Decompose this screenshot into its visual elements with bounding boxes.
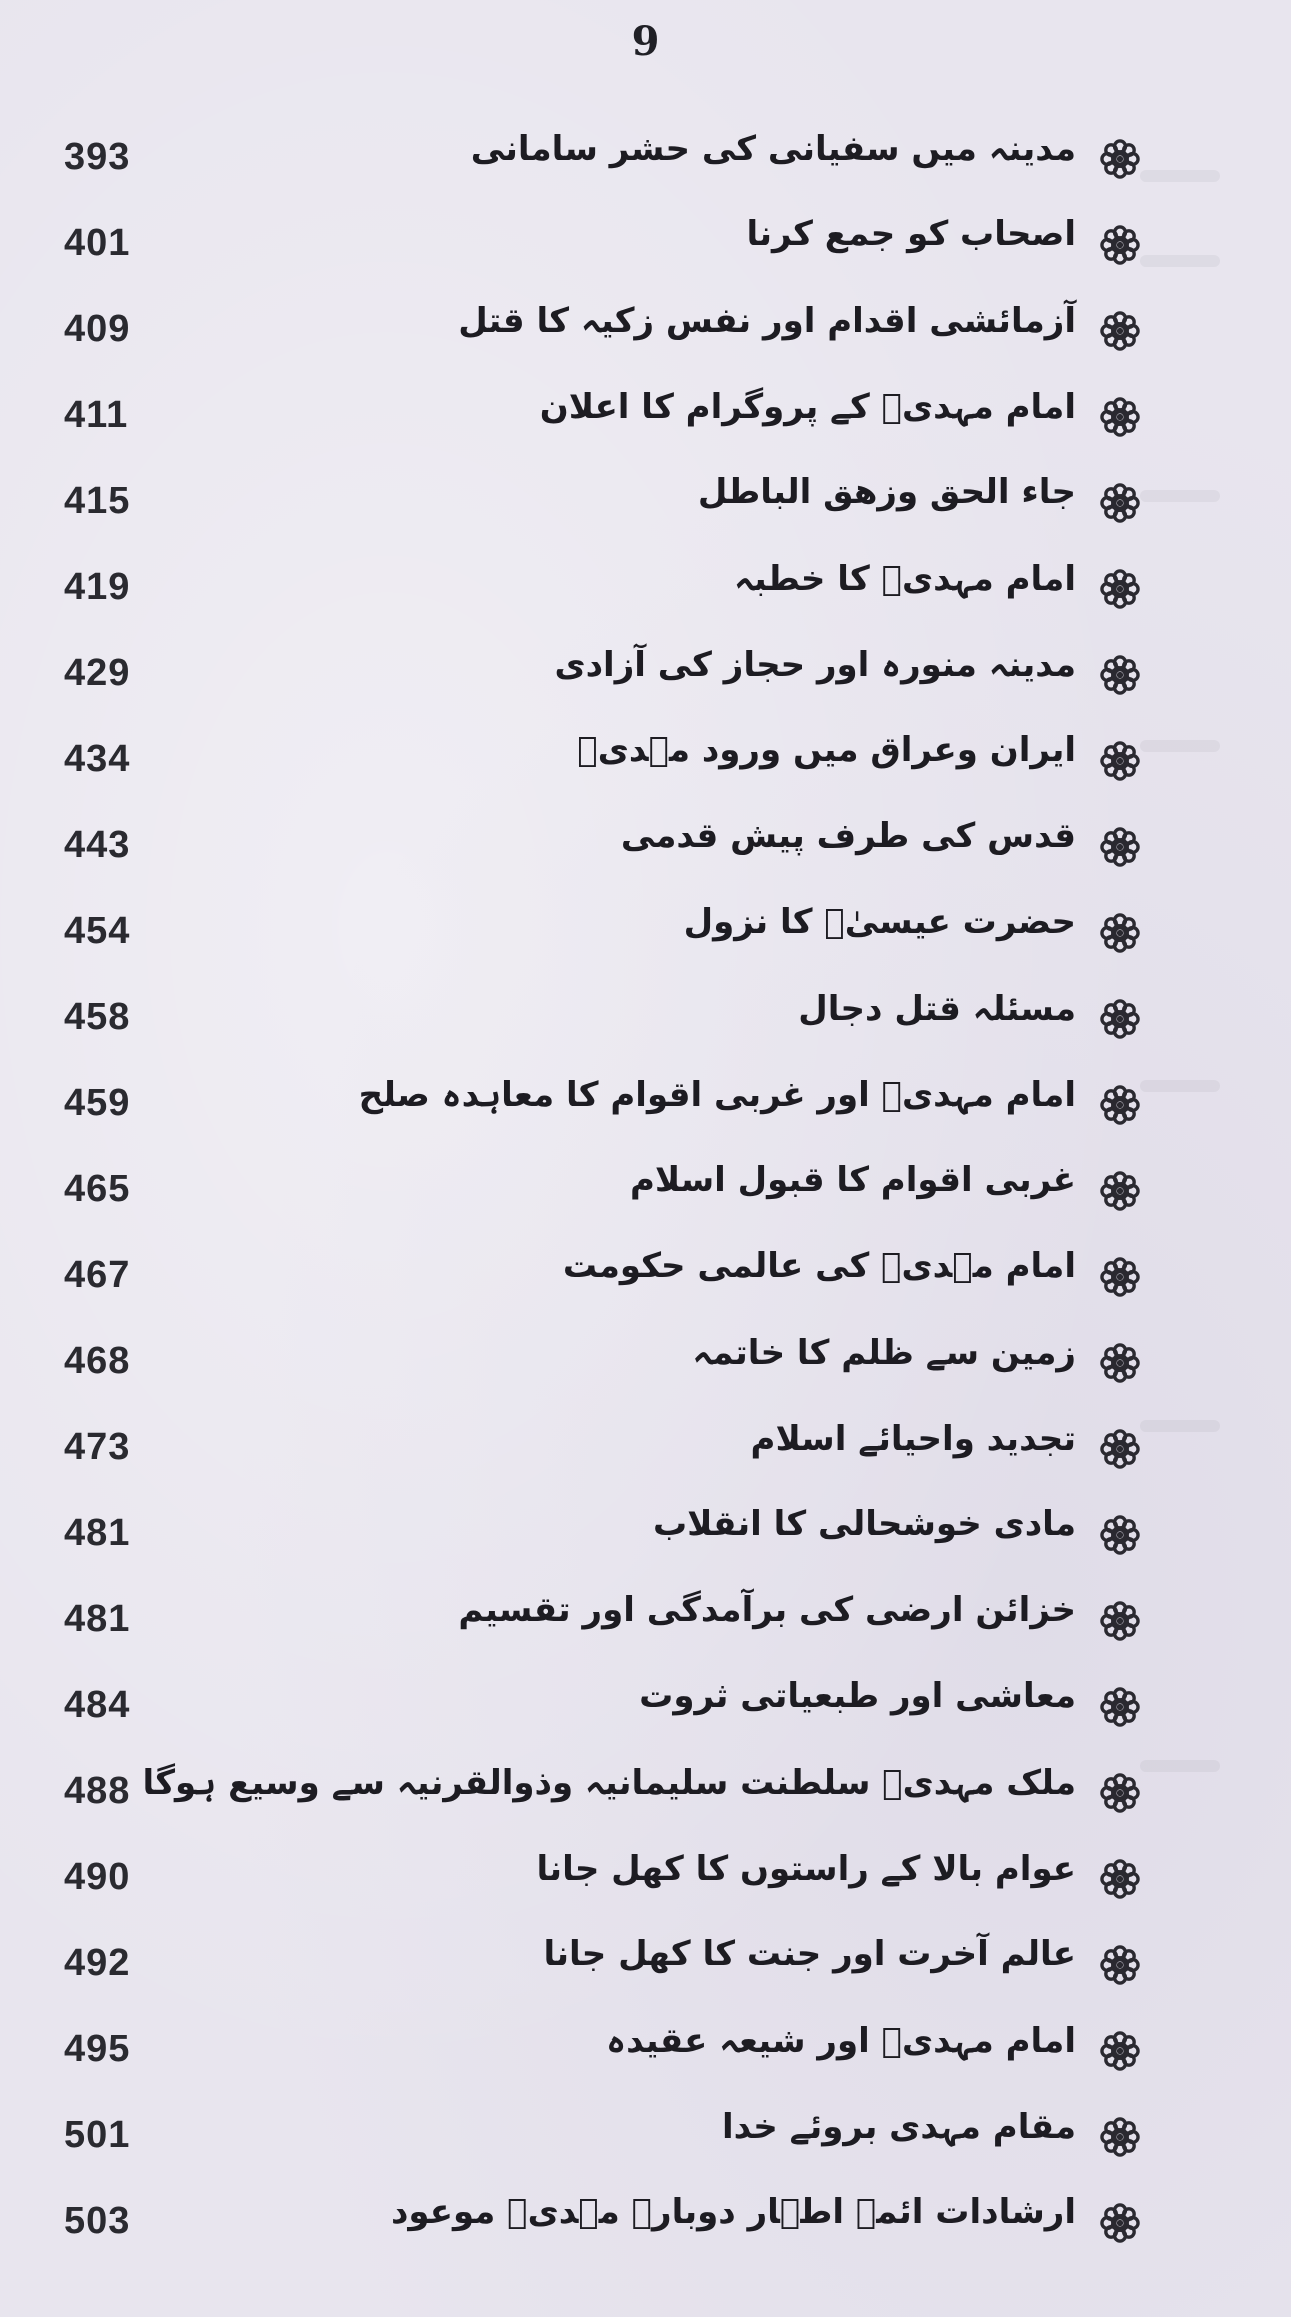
entry-page-number: 459: [64, 1082, 131, 1124]
toc-entry[interactable]: [0, 646, 1291, 732]
flower-ornament-icon: [1099, 2030, 1141, 2072]
flower-ornament-icon: [1099, 740, 1141, 782]
toc-entry[interactable]: [0, 2194, 1291, 2280]
flower-ornament-icon: [1099, 224, 1141, 266]
entry-page-number: 481: [64, 1512, 131, 1554]
entry-title: خزائن ارضی کی برآمدگی اور تقسیم: [458, 1590, 1076, 1630]
flower-ornament-icon: [1099, 654, 1141, 696]
entry-title: امام مہدیؑ کی عالمی حکومت: [562, 1246, 1076, 1286]
flower-ornament-icon: [1099, 998, 1141, 1040]
entry-title: زمین سے ظلم کا خاتمہ: [692, 1333, 1076, 1373]
toc-entry[interactable]: [0, 2108, 1291, 2194]
entry-title: مقام مہدی بروئے خدا: [721, 2107, 1076, 2147]
toc-entry[interactable]: [0, 1764, 1291, 1850]
toc-entry[interactable]: [0, 818, 1291, 904]
table-of-contents: [0, 130, 1291, 2280]
entry-title: مدینہ منورہ اور حجاز کی آزادی: [554, 645, 1076, 685]
toc-entry[interactable]: [0, 904, 1291, 990]
entry-page-number: 411: [64, 394, 129, 436]
entry-page-number: 488: [64, 1770, 131, 1812]
entry-page-number: 481: [64, 1598, 131, 1640]
entry-title: معاشی اور طبعیاتی ثروت: [639, 1676, 1076, 1716]
flower-ornament-icon: [1099, 1600, 1141, 1642]
flower-ornament-icon: [1099, 2116, 1141, 2158]
flower-ornament-icon: [1099, 1170, 1141, 1212]
entry-page-number: 484: [64, 1684, 131, 1726]
toc-entry[interactable]: [0, 1248, 1291, 1334]
entry-title: ایران وعراق میں ورود مہدیؑ: [577, 730, 1076, 770]
toc-entry[interactable]: [0, 1506, 1291, 1592]
entry-page-number: 409: [64, 308, 131, 350]
entry-title: مادی خوشحالی کا انقلاب: [652, 1504, 1076, 1544]
entry-page-number: 492: [64, 1942, 131, 1984]
toc-entry[interactable]: [0, 1076, 1291, 1162]
entry-title: مدینہ میں سفیانی کی حشر سامانی: [470, 129, 1076, 169]
toc-entry[interactable]: [0, 560, 1291, 646]
entry-page-number: 473: [64, 1426, 131, 1468]
entry-page-number: 454: [64, 910, 131, 952]
flower-ornament-icon: [1099, 2202, 1141, 2244]
entry-page-number: 401: [64, 222, 131, 264]
entry-title: امام مہدیؑ کے پروگرام کا اعلان: [539, 387, 1076, 427]
flower-ornament-icon: [1099, 912, 1141, 954]
toc-entry[interactable]: [0, 1936, 1291, 2022]
entry-page-number: 419: [64, 566, 131, 608]
entry-title: مسئلہ قتل دجال: [798, 989, 1076, 1029]
toc-entry[interactable]: [0, 1678, 1291, 1764]
flower-ornament-icon: [1099, 568, 1141, 610]
entry-title: ملک مہدیؑ سلطنت سلیمانیہ وذوالقرنیہ سے وسیع ہوگا: [142, 1763, 1076, 1803]
flower-ornament-icon: [1099, 1342, 1141, 1384]
toc-entry[interactable]: [0, 732, 1291, 818]
flower-ornament-icon: [1099, 1514, 1141, 1556]
entry-title: حضرت عیسیٰؑ کا نزول: [683, 902, 1076, 942]
entry-title: عالم آخرت اور جنت کا کھل جانا: [543, 1934, 1076, 1974]
entry-title: اصحاب کو جمع کرنا: [746, 214, 1076, 254]
entry-page-number: 429: [64, 652, 131, 694]
page-number: 9: [631, 18, 660, 65]
toc-entry[interactable]: [0, 1420, 1291, 1506]
entry-title: قدس کی طرف پیش قدمی: [620, 816, 1076, 856]
flower-ornament-icon: [1099, 826, 1141, 868]
entry-page-number: 467: [64, 1254, 131, 1296]
entry-page-number: 503: [64, 2200, 131, 2242]
toc-entry[interactable]: [0, 1850, 1291, 1936]
entry-title: امام مہدیؑ کا خطبہ: [733, 559, 1076, 599]
toc-entry[interactable]: [0, 130, 1291, 216]
toc-entry[interactable]: [0, 990, 1291, 1076]
entry-page-number: 393: [64, 136, 131, 178]
entry-page-number: 465: [64, 1168, 131, 1210]
toc-entry[interactable]: [0, 1162, 1291, 1248]
entry-page-number: 434: [64, 738, 131, 780]
toc-entry[interactable]: [0, 2022, 1291, 2108]
entry-page-number: 443: [64, 824, 131, 866]
flower-ornament-icon: [1099, 482, 1141, 524]
flower-ornament-icon: [1099, 138, 1141, 180]
flower-ornament-icon: [1099, 1084, 1141, 1126]
entry-title: امام مہدیؑ اور غربی اقوام کا معاہدہ صلح: [358, 1075, 1076, 1115]
entry-page-number: 458: [64, 996, 131, 1038]
entry-page-number: 501: [64, 2114, 131, 2156]
entry-title: امام مہدیؑ اور شیعہ عقیدہ: [606, 2021, 1076, 2061]
toc-entry[interactable]: [0, 302, 1291, 388]
entry-title: ارشادات ائمہ اطہار دوبارہ مہدیؑ موعود: [390, 2192, 1076, 2232]
toc-entry[interactable]: [0, 388, 1291, 474]
entry-page-number: 490: [64, 1856, 131, 1898]
flower-ornament-icon: [1099, 1772, 1141, 1814]
entry-title: تجدید واحیائے اسلام: [750, 1419, 1076, 1459]
flower-ornament-icon: [1099, 1858, 1141, 1900]
entry-title: عوام بالا کے راستوں کا کھل جانا: [536, 1849, 1076, 1889]
flower-ornament-icon: [1099, 1256, 1141, 1298]
flower-ornament-icon: [1099, 310, 1141, 352]
entry-page-number: 495: [64, 2028, 131, 2070]
toc-entry[interactable]: [0, 1592, 1291, 1678]
toc-entry[interactable]: [0, 216, 1291, 302]
entry-page-number: 468: [64, 1340, 131, 1382]
entry-title: غربی اقوام کا قبول اسلام: [629, 1160, 1076, 1200]
toc-entry[interactable]: [0, 1334, 1291, 1420]
flower-ornament-icon: [1099, 1428, 1141, 1470]
entry-title: آزمائشی اقدام اور نفس زکیہ کا قتل: [458, 301, 1076, 341]
flower-ornament-icon: [1099, 1686, 1141, 1728]
entry-page-number: 415: [64, 480, 131, 522]
flower-ornament-icon: [1099, 1944, 1141, 1986]
toc-entry[interactable]: [0, 474, 1291, 560]
entry-title: جاء الحق وزھق الباطل: [697, 472, 1076, 512]
flower-ornament-icon: [1099, 396, 1141, 438]
